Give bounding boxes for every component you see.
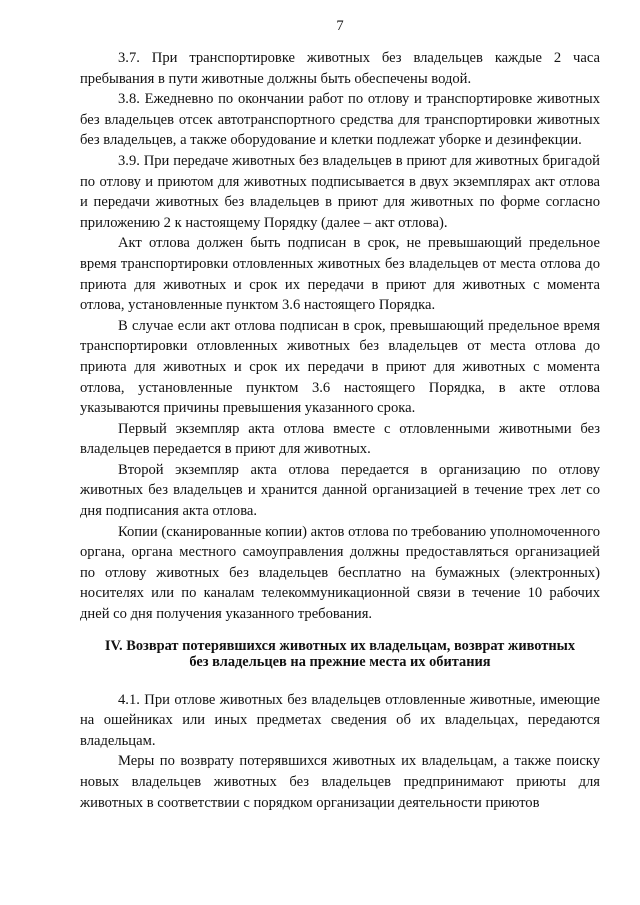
paragraph-second-copy: Второй экземпляр акта отлова передается в организацию по отлову животных без владельцев и хранится данной организацией в течение трех лет со дня подписания акта отлова. — [80, 461, 600, 520]
paragraph-copies: Копии (сканированные копии) актов отлова по требованию уполномоченного органа, органа местного самоуправления должны предоставляться организацией по отлову животных без владельцев бесплатно на бумажных (электронных) носителях или по каналам телекоммуникационной связи в течение 10 рабочих дней со дня получения указанного требования. — [80, 523, 600, 623]
section-heading-line-1: IV. Возврат потерявшихся животных их владельцам, возврат животных — [104, 637, 576, 654]
document-page — [80, 16, 600, 813]
paragraph-first-copy: Первый экземпляр акта отлова вместе с отловленными животными без владельцев передается в приют для животных. — [80, 420, 600, 458]
page-number: 7 — [336, 18, 344, 34]
paragraph-3-8: 3.8. Ежедневно по окончании работ по отлову и транспортировке животных без владельцев отсек автотранспортного средства для транспортировки животных без владельцев, а также оборудование и клетки подлежат уборке и дезинфекции. — [80, 91, 600, 149]
paragraph-4-1: 4.1. При отлове животных без владельцев отловленные животные, имеющие на ошейниках или иных предметах сведения об их владельцах, передаются владельцам. — [80, 691, 600, 749]
paragraph-return-measures: Меры по возврату потерявшихся животных их владельцам, а также поиску новых владельцев животных без владельцев предпринимают приюты для животных в соответствии с порядком организации деятельности приютов — [80, 753, 600, 811]
paragraph-3-7: 3.7. При транспортировке животных без владельцев каждые 2 часа пребывания в пути животные должны быть обеспечены водой. — [80, 50, 600, 87]
paragraph-3-9: 3.9. При передаче животных без владельцев в приют для животных бригадой по отлову и приютом для животных подписывается в двух экземплярах акт отлова и передачи животных без владельцев в приют для животных по форме согласно приложению 2 к настоящему Порядку (далее – акт отлова). — [80, 152, 600, 231]
paragraph-act-overdue: В случае если акт отлова подписан в срок, превышающий предельное время транспортировки отловленных животных без владельцев от места отлова до приюта для животных и срок их передачи в приют для животных с момента отлова, установленные пунктом 3.6 настоящего Порядка, в акте отлова указываются причины превышения указанного срока. — [80, 317, 600, 417]
paragraph-act-deadline: Акт отлова должен быть подписан в срок, не превышающий предельное время транспортировки отловленных животных без владельцев от места отлова до приюта для животных и срок их передачи в приют для животных с момента отлова, установленные пунктом 3.6 настоящего Порядка. — [80, 235, 600, 314]
section-heading — [80, 638, 600, 670]
section-heading-line-2: без владельцев на прежние места их обитания — [189, 653, 491, 670]
